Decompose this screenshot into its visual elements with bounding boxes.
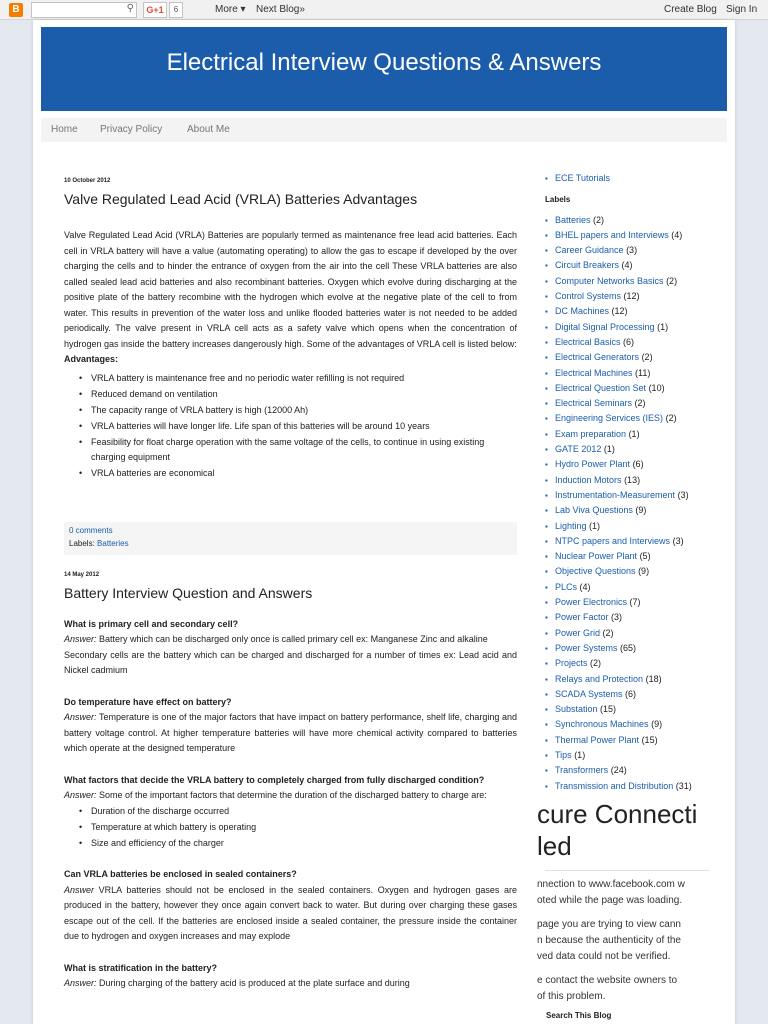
blog-title[interactable]: Electrical Interview Questions & Answers — [166, 49, 602, 76]
label-link[interactable]: Synchronous Machines — [555, 719, 649, 730]
error-heading-line: cure Connecti — [537, 799, 698, 829]
error-text-line: e contact the website owners to — [537, 975, 678, 986]
label-count: (3) — [626, 245, 638, 256]
label-link[interactable]: Projects — [555, 658, 588, 669]
error-text-line: n because the authenticity of the — [537, 935, 681, 946]
label-link[interactable]: Transmission and Distribution — [555, 780, 674, 791]
error-text-line: ved data could not be verified. — [537, 951, 671, 962]
label-link[interactable]: Electrical Generators — [555, 352, 640, 363]
list-item: • Temperature at which battery is operating — [79, 820, 517, 836]
sidebar-label-item — [545, 396, 735, 411]
question: What is primary cell and secondary cell? — [64, 618, 239, 629]
sidebar-label-item — [545, 320, 735, 335]
sidebar-label-item — [545, 672, 735, 687]
sidebar-label-item — [545, 473, 735, 488]
list-item: • Duration of the discharge occurred — [79, 804, 517, 820]
sidebar-label-item — [545, 350, 735, 365]
label-count: (2) — [641, 352, 653, 363]
label-count: (1) — [574, 749, 586, 760]
sidebar-label-item — [545, 702, 735, 717]
answer — [64, 710, 517, 757]
label-link[interactable]: Electrical Seminars — [555, 398, 633, 409]
comments-link[interactable]: 0 comments — [69, 525, 113, 535]
label-link[interactable]: Objective Questions — [555, 566, 636, 577]
label-link[interactable]: Lab Viva Questions — [555, 505, 633, 516]
error-text-line: page you are trying to view cann — [537, 919, 681, 930]
label-count: (11) — [635, 367, 651, 378]
sidebar-label-item — [545, 717, 735, 732]
answer-label: Answer: — [64, 790, 97, 800]
label-count: (3) — [672, 535, 684, 546]
label-count: (4) — [621, 260, 633, 271]
label-link[interactable]: Computer Networks Basics — [555, 275, 664, 286]
sidebar-label-item — [545, 411, 735, 426]
blog-header — [41, 27, 727, 111]
sidebar-label-item — [545, 519, 735, 534]
label-count: (2) — [666, 275, 678, 286]
sidebar-label-item — [545, 243, 735, 258]
label-count: (12) — [611, 306, 628, 317]
advantages-list — [79, 371, 517, 482]
tab-privacy-policy[interactable]: Privacy Policy — [100, 124, 163, 135]
sidebar-label-item — [545, 381, 735, 396]
label-link[interactable]: Instrumentation-Measurement — [555, 489, 676, 500]
answer-text: During charging of the battery acid is produced at the plate surface and during — [99, 978, 410, 988]
sidebar-label-item — [545, 442, 735, 457]
label-count: (6) — [625, 688, 637, 699]
factors-list — [79, 804, 517, 852]
label-link[interactable]: GATE 2012 — [555, 444, 602, 455]
answer-label: Answer — [64, 884, 95, 895]
answer — [64, 883, 517, 945]
label-link[interactable]: Power Systems — [555, 642, 618, 653]
sidebar-label-item — [545, 213, 735, 228]
label-link[interactable]: Lighting — [555, 520, 587, 531]
label-link[interactable]: Power Factor — [555, 612, 609, 623]
label-link[interactable]: Power Grid — [555, 627, 601, 638]
label-count: (2) — [593, 214, 605, 225]
question: What factors that decide the VRLA battery to completely charged from fully discharged condition? — [64, 774, 485, 785]
labels-heading: Labels — [545, 195, 571, 205]
list-item: • VRLA battery is maintenance free and no periodic water refilling is not required — [79, 371, 517, 387]
question: Can VRLA batteries be enclosed in sealed containers? — [64, 869, 297, 879]
search-icon[interactable]: ⚲ — [126, 3, 134, 14]
sidebar-label-item — [545, 779, 735, 794]
sidebar-label-item — [545, 488, 735, 503]
label-count: (18) — [645, 673, 662, 684]
list-item: • Reduced demand on ventilation — [79, 387, 517, 403]
advantages-heading: Advantages: — [64, 354, 119, 364]
blogger-logo-icon[interactable]: B — [9, 3, 23, 17]
label-count: (9) — [635, 505, 647, 516]
label-count: (1) — [657, 321, 669, 332]
labels-list — [545, 213, 735, 794]
label-count: (1) — [589, 520, 601, 531]
pages-list — [545, 171, 735, 186]
label-link[interactable]: BHEL papers and Interviews — [555, 229, 669, 240]
plus-one-count: 6 — [169, 2, 183, 18]
sidebar-label-item — [545, 610, 735, 625]
label-link[interactable]: Tips — [555, 749, 572, 760]
label-count: (9) — [651, 719, 663, 730]
sidebar — [545, 171, 735, 794]
blogger-navbar — [0, 0, 768, 20]
label-count: (2) — [634, 398, 646, 409]
label-count: (31) — [675, 780, 692, 791]
label-link[interactable]: Control Systems — [555, 291, 622, 302]
sidebar-label-item — [545, 580, 735, 595]
label-link[interactable]: Electrical Machines — [555, 367, 633, 378]
label-link[interactable]: Induction Motors — [555, 474, 622, 485]
label-count: (1) — [628, 428, 640, 439]
answer-text: Secondary cells are the battery which can be charged and discharged for a number of times ex: Lead acid and Nickel cadmium — [64, 649, 517, 675]
labels-prefix: Labels: — [69, 538, 95, 548]
label-link[interactable]: DC Machines — [555, 306, 610, 317]
error-heading-line: led — [537, 831, 572, 861]
post-date: 10 October 2012 — [64, 178, 111, 184]
tab-about-me[interactable]: About Me — [187, 124, 230, 135]
answer-text: Temperature is one of the major factors that have impact on battery performance, shelf life, charging and battery voltage control. At higher temperature batteries will have more chemical activity compared to batteries which operate at the designed temperature — [64, 712, 517, 753]
post-title[interactable]: Battery Interview Question and Answers — [64, 584, 313, 601]
sign-in-link[interactable]: Sign In — [726, 4, 758, 15]
sidebar-label-item — [545, 335, 735, 350]
sidebar-label-item — [545, 748, 735, 763]
sidebar-label-item — [545, 503, 735, 518]
label-count: (12) — [623, 291, 640, 302]
sidebar-label-item — [545, 763, 735, 778]
label-count: (24) — [610, 765, 627, 776]
sidebar-item-ece-tutorials[interactable]: ▪ ECE Tutorials — [545, 171, 735, 186]
label-count: (5) — [639, 551, 651, 562]
label-count: (4) — [671, 229, 683, 240]
label-count: (15) — [641, 734, 658, 745]
label-link[interactable]: Electrical Basics — [555, 336, 621, 347]
create-blog-link[interactable]: Create Blog — [664, 4, 717, 15]
answer — [64, 788, 517, 804]
facebook-embed-error — [537, 798, 709, 1024]
label-link[interactable]: Transformers — [555, 765, 609, 776]
page-tabs — [41, 118, 727, 142]
sidebar-label-item — [545, 228, 735, 243]
label-count: (3) — [677, 489, 689, 500]
sidebar-label-item — [545, 549, 735, 564]
search-blog-heading: Search This Blog — [546, 1011, 612, 1020]
answer-text: Some of the important factors that determine the duration of the discharged battery to charge are: — [99, 790, 487, 800]
more-menu[interactable]: More ▾ — [215, 4, 246, 15]
list-item: • Size and efficiency of the charger — [79, 836, 517, 852]
list-item: • VRLA batteries will have longer life. Life span of this batteries will be around 10 years — [79, 419, 517, 435]
question: Do temperature have effect on battery? — [64, 696, 232, 707]
sidebar-label-item — [545, 656, 735, 671]
post-body: Valve Regulated Lead Acid (VRLA) Batteries are popularly termed as maintenance free lead acid batteries. Each cell in VRLA battery will have a value (automating operating) to allow the gas to escape if developed by the over charging the cells and to hinder the entrance of oxygen from the air into the cell These VRLA batteries are also called sealed lead acid batteries and also recombinant batteries. Oxygen which evolve during discharging at the positive plate of the battery recombine with the hydrogen which evolve at the negative plate of the cell to from water. This results in prevention of the water loss and unlike flooded batteries water is not needed to be added periodically. The valve present in VRLA cell acts as a safety valve which opens when the concentration of hydrogen gas inside the battery increases dangerously high. Some of the advantages of VRLA cell is listed below: — [64, 230, 517, 349]
google-plus-button[interactable]: G+1 — [143, 2, 167, 18]
answer — [64, 976, 517, 992]
answer-label: Answer: — [64, 634, 97, 644]
label-link[interactable]: Batteries — [555, 214, 591, 225]
sidebar-label-item — [545, 687, 735, 702]
post-title[interactable]: Valve Regulated Lead Acid (VRLA) Batteries Advantages — [64, 191, 418, 207]
post-date: 14 May 2012 — [64, 571, 100, 578]
label-count: (6) — [623, 336, 635, 347]
label-link[interactable]: Career Guidance — [555, 245, 624, 256]
sidebar-label-item — [545, 366, 735, 381]
list-item: • Feasibility for float charge operation with the same voltage of the cells, to continue in using existing charging equipment — [79, 435, 517, 466]
list-item: • VRLA batteries are economical — [79, 466, 517, 482]
list-item: • The capacity range of VRLA battery is high (12000 Ah) — [79, 403, 517, 419]
answer — [64, 632, 517, 648]
label-count: (15) — [600, 704, 617, 715]
label-count: (10) — [648, 382, 665, 393]
question: What is stratification in the battery? — [64, 962, 218, 973]
blog-outer — [33, 20, 735, 1024]
sidebar-label-item — [545, 427, 735, 442]
sidebar-label-item — [545, 564, 735, 579]
sidebar-label-item — [545, 258, 735, 273]
label-count: (4) — [579, 581, 591, 592]
tab-home[interactable]: Home — [51, 124, 78, 135]
label-count: (2) — [602, 627, 614, 638]
label-link[interactable]: Power Electronics — [555, 597, 628, 608]
label-link[interactable]: Relays and Protection — [555, 673, 644, 684]
label-link[interactable]: Thermal Power Plant — [555, 734, 640, 745]
label-count: (9) — [638, 566, 650, 577]
sidebar-label-item — [545, 274, 735, 289]
label-link[interactable]: Engineering Services (IES) — [555, 413, 664, 424]
sidebar-label-item — [545, 641, 735, 656]
main-column — [64, 177, 517, 992]
navbar-search-input[interactable] — [31, 2, 137, 18]
sidebar-label-item — [545, 626, 735, 641]
sidebar-label-item — [545, 457, 735, 472]
label-link[interactable]: Electrical Question Set — [555, 382, 647, 393]
label-link[interactable]: PLCs — [555, 581, 578, 592]
answer-text: VRLA batteries should not be enclosed in the sealed containers. Oxygen and hydrogen gases are produced in the battery, however they once again convert back to water. But during over charging these gases escape out of the cell. If the batteries are enclosed inside a sealed container, the pressure inside the container due to hydrogen and oxygen increases and may explode — [64, 884, 517, 941]
answer-text: Battery which can be discharged only once is called primary cell ex: Manganese Zinc and alkaline — [99, 634, 488, 644]
next-blog-link[interactable]: Next Blog» — [256, 4, 305, 15]
answer-label: Answer: — [64, 978, 97, 988]
sidebar-label-item — [545, 289, 735, 304]
sidebar-label-item — [545, 534, 735, 549]
divider — [545, 870, 709, 871]
error-text-line: oted while the page was loading. — [537, 895, 683, 906]
sidebar-label-item — [545, 733, 735, 748]
label-link-batteries[interactable]: Batteries — [97, 538, 129, 548]
sidebar-label-item — [545, 304, 735, 319]
label-count: (65) — [620, 642, 637, 653]
label-link[interactable]: Substation — [555, 704, 598, 715]
error-text-line: nnection to www.facebook.com w — [537, 879, 685, 890]
label-link[interactable]: NTPC papers and Interviews — [555, 535, 671, 546]
label-link[interactable]: Hydro Power Plant — [555, 459, 631, 470]
label-count: (2) — [590, 658, 602, 669]
sidebar-label-item — [545, 595, 735, 610]
label-link[interactable]: Exam preparation — [555, 428, 627, 439]
label-count: (1) — [603, 444, 615, 455]
label-link[interactable]: Nuclear Power Plant — [555, 551, 638, 562]
label-count: (7) — [629, 597, 641, 608]
label-count: (6) — [632, 459, 644, 470]
label-link[interactable]: Circuit Breakers — [555, 260, 620, 271]
label-link[interactable]: SCADA Systems — [555, 688, 623, 699]
error-text-line: of this problem. — [537, 991, 606, 1002]
label-count: (13) — [624, 474, 641, 485]
label-count: (3) — [611, 612, 623, 623]
answer-label: Answer: — [64, 712, 97, 722]
label-link[interactable]: Digital Signal Processing — [555, 321, 655, 332]
label-count: (2) — [665, 413, 677, 424]
post-footer — [64, 522, 517, 555]
